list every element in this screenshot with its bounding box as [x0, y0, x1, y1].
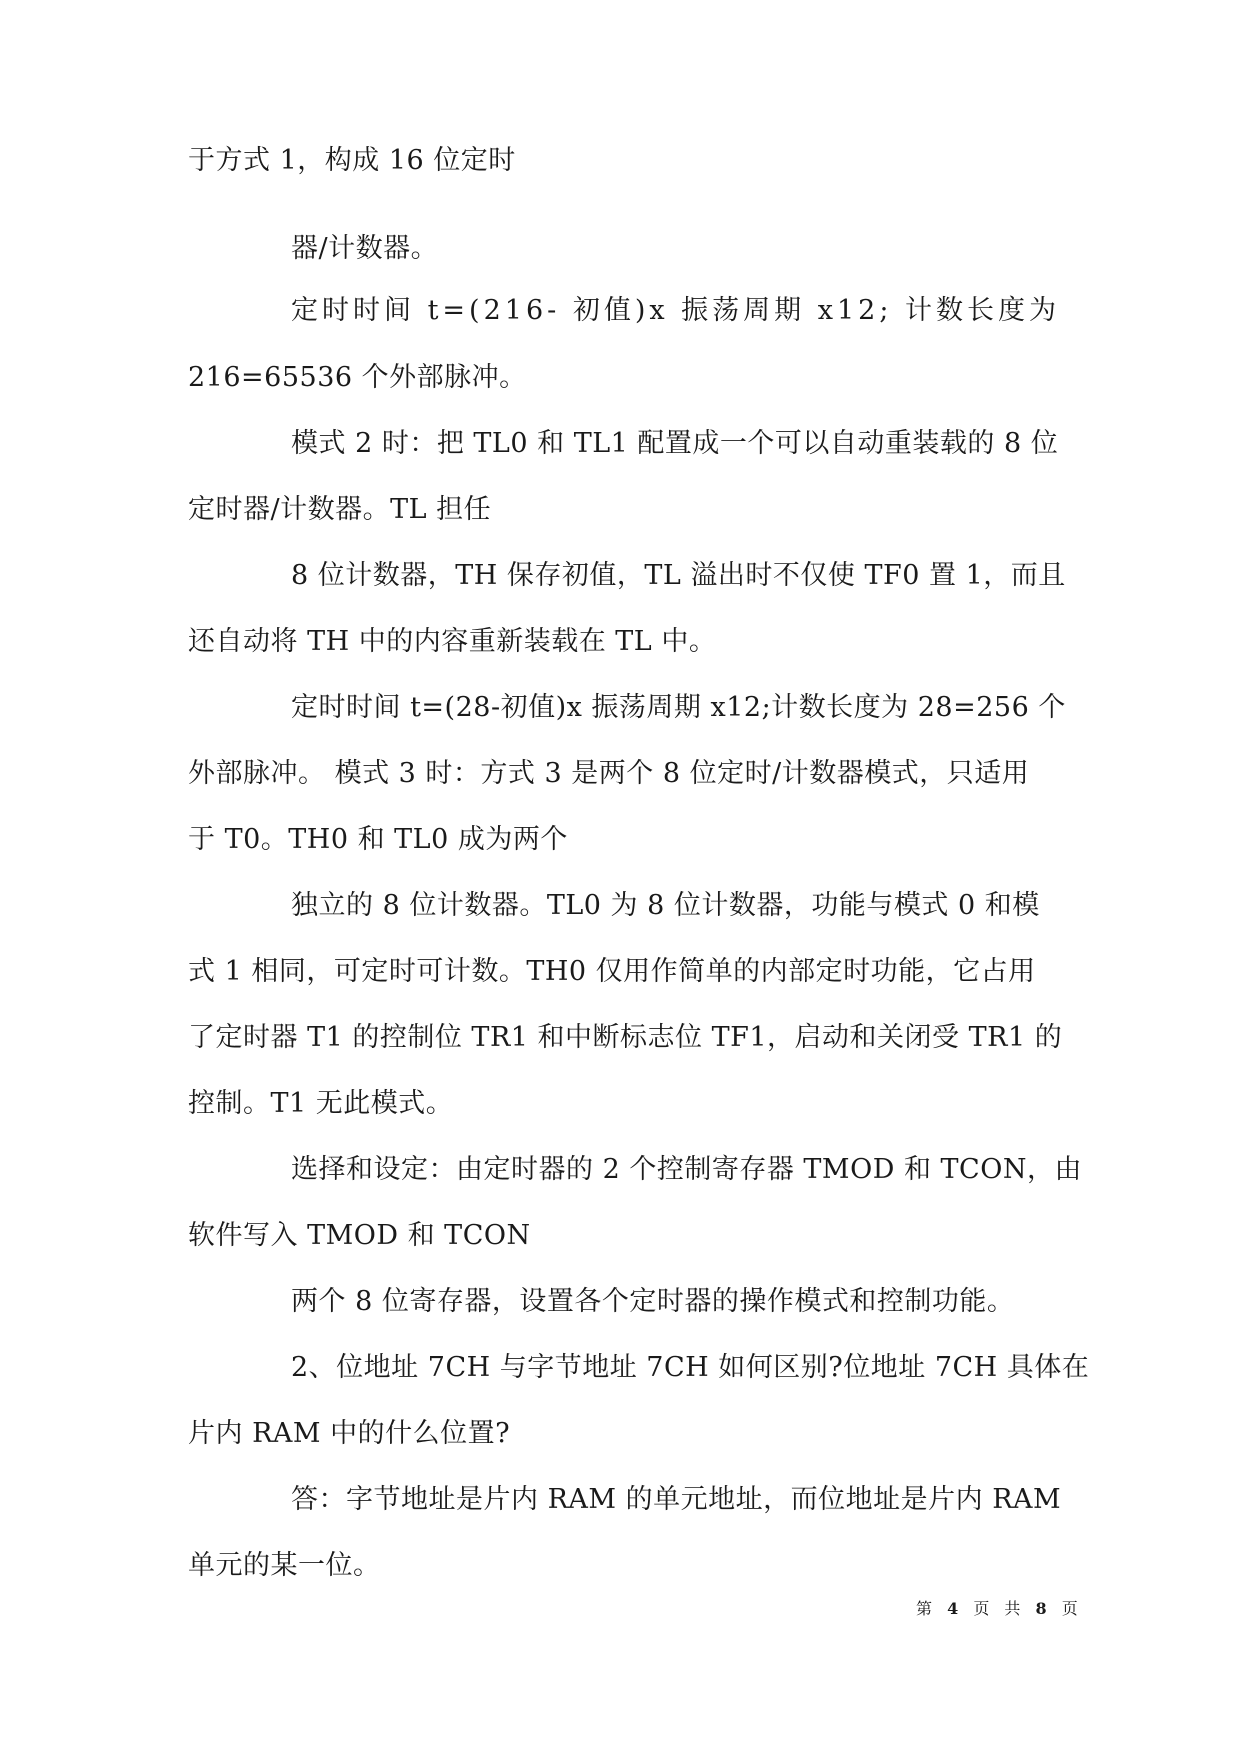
- current-page-number: 4: [947, 1599, 964, 1618]
- footer-prefix: 第: [916, 1599, 938, 1618]
- text-line: 片内 RAM 中的什么位置?: [188, 1418, 511, 1449]
- footer-middle: 页 共: [973, 1599, 1026, 1618]
- footer-suffix: 页: [1061, 1599, 1083, 1618]
- text-line: 216=65536 个外部脉冲。: [188, 362, 527, 393]
- text-line: 式 1 相同，可定时可计数。TH0 仅用作简单的内部定时功能，它占用: [188, 956, 1036, 987]
- text-line: 答：字节地址是片内 RAM 的单元地址，而位地址是片内 RAM: [291, 1484, 1062, 1515]
- text-line: 2、位地址 7CH 与字节地址 7CH 如何区别?位地址 7CH 具体在: [291, 1352, 1090, 1383]
- text-line: 定时时间 t=(28-初值)x 振荡周期 x12;计数长度为 28=256 个: [291, 692, 1066, 723]
- text-line: 两个 8 位寄存器，设置各个定时器的操作模式和控制功能。: [291, 1286, 1015, 1317]
- text-line: 控制。T1 无此模式。: [188, 1088, 454, 1119]
- text-line: 还自动将 TH 中的内容重新装载在 TL 中。: [188, 626, 717, 657]
- text-line: 于方式 1，构成 16 位定时: [188, 145, 516, 176]
- text-line: 独立的 8 位计数器。TL0 为 8 位计数器，功能与模式 0 和模: [291, 890, 1040, 921]
- text-line: 8 位计数器，TH 保存初值，TL 溢出时不仅使 TF0 置 1，而且: [291, 560, 1066, 591]
- text-line: 选择和设定：由定时器的 2 个控制寄存器 TMOD 和 TCON，由: [291, 1154, 1082, 1185]
- total-page-count: 8: [1035, 1599, 1052, 1618]
- text-line: 单元的某一位。: [188, 1550, 381, 1581]
- text-line: 了定时器 T1 的控制位 TR1 和中断标志位 TF1，启动和关闭受 TR1 的: [188, 1022, 1063, 1053]
- page-footer: [916, 1598, 1083, 1620]
- text-line: 于 T0。TH0 和 TL0 成为两个: [188, 824, 568, 855]
- text-line: 定时器/计数器。TL 担任: [188, 494, 492, 525]
- text-line: 模式 2 时：把 TL0 和 TL1 配置成一个可以自动重装载的 8 位: [291, 428, 1059, 459]
- text-line: 外部脉冲。 模式 3 时：方式 3 是两个 8 位定时/计数器模式，只适用: [188, 758, 1030, 789]
- text-line: 软件写入 TMOD 和 TCON: [188, 1220, 531, 1251]
- text-line: 器/计数器。: [291, 233, 439, 264]
- text-line: 定时时间 t=(216- 初值)x 振荡周期 x12; 计数长度为: [291, 295, 1061, 326]
